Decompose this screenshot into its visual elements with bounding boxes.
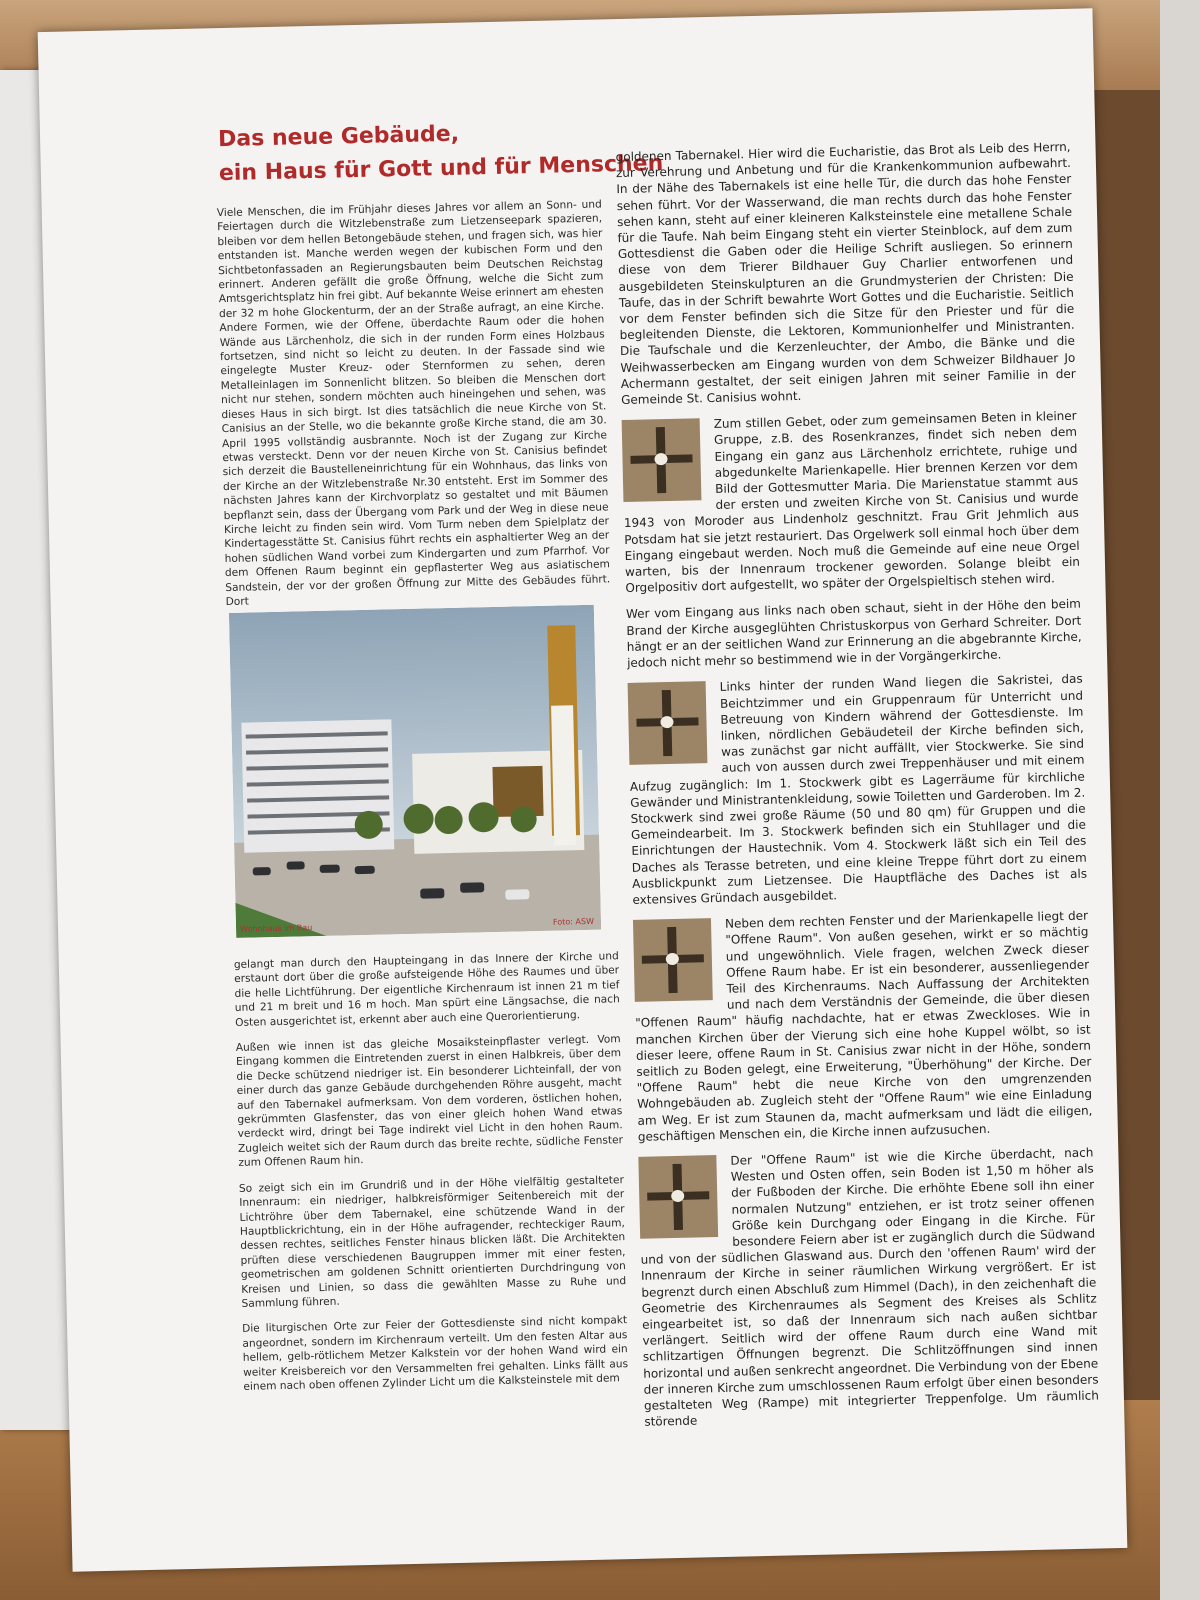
right-paragraph-1: goldenen Tabernakel. Hier wird die Eucharistie, das Brot als Leib des Herrn, zur Verehrung und Anbetung und für die Krankenkommunion aufbewahrt. In der Nähe des Tabernakels ist eine helle Tür, die durch das hohe Fenster sehen führt. Vor der Wasserwand, die man rechts durch das hohe Fenster sehen kann, steht auf einer kleineren Kalksteinstele eine metallene Schale für die Taufe. Nah beim Eingang steht ein vierter Steinblock, auf dem zum Gottesdienst die Gaben oder die Heilige Schrift ausliegen. So erinnern diese von dem Trierer Bildhauer Guy Charlier entworfenen und ausgebildeten Steinskulpturen an die Grundmysterien der Christen: Die Taufe, das in der Schrift bewahrte Wort Gottes und die Eucharistie. Seitlich vor dem Fenster befinden sich die Sitze für den Priester und für die begleitenden Dienste, die Lektoren, Kommunionhelfer und Ministranten. Die Taufschale und die Kerzenleuchter, der Ambo, die Bänke und die Weihwasserbecken am Eingang wurden von dem Schweizer Bildhauer Jo Achermann gestaltet, der seit einigen Jahren mit seiner Familie in der Gemeinde St. Canisius wohnt. bbox=[615, 139, 1076, 408]
right-column bbox=[615, 139, 1099, 1440]
building-illustration bbox=[229, 605, 601, 938]
lower-paragraph-1: gelangt man durch den Haupteingang in das Innere der Kirche und erstaunt dort über die große aufsteigende Höhe des Raumes und über die helle Lichtführung. Der eigentliche Kirchenraum ist innen 21 m tief und 21 m breit und 16 m hoch. Man spürt eine Längsachse, die nach Osten ausgerichtet ist, erkennt aber auch eine Querorientierung. bbox=[233, 950, 620, 1029]
right-paragraph-3: Wer vom Eingang aus links nach oben schaut, sieht in der Höhe den beim Brand der Kirche ausgeglühten Christuskorpus von Gerhard Schreiter. Dort hängt er an der seitlichen Wand zur Erinnerung an die abgebrannte Kirche, jedoch nicht mehr so bestimmend wie in der Vorgängerkirche. bbox=[625, 597, 1082, 671]
lower-paragraph-4: Die liturgischen Orte zur Feier der Gottesdienste sind nicht kompakt angeordnet, sondern im Kirchenraum verteilt. Um den festen Altar aus hellem, gelb-rötlichem Metzer Kalkstein vor der hohen Wand wird ein weiter Kreisbereich vor den Versammelten frei gehalten. Links fällt aus einem nach oben offenen Zylinder Licht um die Kalksteinstele mit dem bbox=[242, 1314, 629, 1393]
adjacent-poster-right bbox=[1160, 0, 1200, 1600]
right-paragraph-5: Neben dem rechten Fenster und der Marienkapelle liegt der "Offene Raum". Von außen gesehen, wirkt er so mächtig und ungewöhnlich. Viele fragen, welchen Zweck dieser Offene Raum habe. Er ist ein besonderer, aussenliegender Teil des Kirchenraums. Nach Auffassung der Architekten und nach dem Verständnis der Gemeinde, die über diesen "Offenen Raum" häufig nachdachte, hat er etwas Zweckloses. Wie in manchen Kirchen über der Vierung sich eine hohe Kuppel wölbt, so ist dieser leere, offene Raum in St. Canisius zwar nicht in der Höhe, sondern seitlich zu Boden gelegt, eine Erweiterung, "Überhöhung" der Kirche. Der "Offene Raum" hebt die neue Kirche von den umgrenzenden Wohngebäuden ab. Zugleich steht der "Offene Raum" wie eine Einladung am Weg. Er ist zum Staunen da, macht aufmerksam und lädt die eiligen, geschäftigen Menschen ein, die Kirche innen aufzusuchen. bbox=[635, 908, 1093, 1144]
photo-credit: Foto: ASW bbox=[552, 916, 595, 927]
cross-image-3 bbox=[633, 918, 713, 1002]
right-paragraph-2: Zum stillen Gebet, oder zum gemeinsamen Beten in kleiner Gruppe, z.B. des Rosenkranzes, findet sich neben dem Eingang ein ganz aus Lärchenholz errichtete, ruhige und abgedunkelte Marienkapelle. Hier brennen Kerzen vor dem Bild der Gottesmutter Maria. Die Marienstatue stammt aus der ersten und zweiten Kirche von St. Canisius und wurde 1943 von Moroder aus Lindenholz geschnitzt. Frau Grit Jehmlich aus Potsdam hat sie jetzt restauriert. Das Orgelwerk soll einmal hoch über dem Eingang eingebaut werden. Noch muß die Gemeinde auf eine neue Orgel warten, bis der Innenraum trockener geworden. Solange bleibt ein Orgelpositiv dort aufgestellt, wo später der Orgelspieltisch stehen wird. bbox=[623, 408, 1081, 596]
lower-paragraph-2: Außen wie innen ist das gleiche Mosaiksteinpflaster verlegt. Vom Eingang kommen die Eintretenden zuerst in einen Halbkreis, über dem die Decke schützend niedriger ist. Ein besonderer Lichteinfall, der von einer durch das ganze Gebäude durchgehenden Röhre ausgeht, macht auf den Tabernakel aufmerksam. Von dem vorderen, östlichen hohen, gekrümmten Glasfenster, das von einer gleich hohen Wand etwas verdeckt wird, dringt bei Tage indirekt viel Licht in den hohen Raum. Zugleich weitet sich der Raum durch das breite rechte, südliche Fenster zum Offenen Raum hin. bbox=[235, 1033, 624, 1170]
title-line-1: Das neue Gebäude, bbox=[217, 121, 460, 153]
left-column-lower bbox=[234, 949, 629, 1405]
intro-paragraph: Viele Menschen, die im Frühjahr dieses Jahres vor allem an Sonn- und Feiertagen durch die Witzlebenstraße zum Lietzenseepark spazieren, bleiben vor dem hellen Betongebäude stehen, und fragen sich, was hier entstanden ist. Manche werden wegen der kubischen Form und den Sichtbetonfassaden an Regierungsbauten beim Deutschen Reichstag erinnert. Anderen gefällt die große Öffnung, welche die Sicht zum Amtsgerichtsplatz hin frei gibt. Auf bekannte Weise erinnert am ehesten der 32 m hohe Glockenturm, der an der Straße aufragt, an eine Kirche. Andere Formen, wie der Offene, überdachte Raum oder die hohen Wände aus Lärchenholz, die sich in der runden Form eines Holzbaus fortsetzen, sind nicht so leicht zu deuten. In der Fassade sind wie eingelegte Muster Kreuz- oder Sternformen zu sehen, deren Metalleinlagen im Sonnenlicht blitzen. So bleiben die Menschen dort nicht nur stehen, sondern möchten auch hineingehen und sehen, was dieses Haus in sich birgt. Ist dies tatsächlich die neue Kirche von St. Canisius an der Stelle, wo die bekannte große Kirche stand, die am 30. April 1995 vollständig ausbrannte. Noch ist der Zugang zur Kirche etwas versteckt. Denn vor der neuen Kirche von St. Canisius befindet sich derzeit die Baustelleneinrichtung für ein Wohnhaus, das links von der Kirche an der Witzlebenstraße Nr.30 entsteht. Erst im Sommer des nächsten Jahres kann der Kirchvorplatz so gestaltet und mit Bäumen bepflanzt sein, dass der Übergang vom Park und der Weg in diese neue Kirche leicht zu finden sein wird. Vom Turm neben dem Spielplatz der Kindertagesstätte St. Canisius führt rechts ein asphaltierter Weg an der hohen südlichen Wand vorbei zum Kindergarten und zum Pfarrhof. Vor dem Offenen Raum beginnt ein gepflasterter Weg aus asiatischem Sandstein, der vor der großen Öffnung zur Mitte des Gebäudes führt. Dort bbox=[216, 198, 611, 609]
left-column-intro bbox=[217, 197, 611, 618]
right-paragraph-6: Der "Offene Raum" ist wie die Kirche überdacht, nach Westen und Osten offen, sein Boden ist 1,50 m höher als der Fußboden der Kirche. Die erhöhte Ebene soll ihn einer normalen Nutzung" entziehen, er ist trotz seiner offenen Größe kein Durchgang oder Eingang in die Kirche. Für besondere Feiern aber ist er zugänglich durch die Südwand und von der südlichen Glaswand aus. Durch den 'offenen Raum' wird der Innenraum der Kirche in seiner räumlichen Wirkung vergrößert. Er ist begrenzt durch einen Abschluß zum Himmel (Dach), in den zeichenhaft die Geometrie des Kirchenraumes als Segment des Kreises als Schlitz eingearbeitet ist, so daß der Innenraum sich nach außen sichtbar verlängert. Seitlich wird der offene Raum durch eine Wand mit schlitzartigen Öffnungen begrenzt. Die Schlitzöffnungen sind innen horizontal und außen senkrecht angeordnet. Die Verbindung von der Ebene der inneren Kirche zum umschlossenen Raum erfolgt über einen besonders gestalteten Weg (Rampe) mit integrierter Treppenfolge. Um räumlich störende bbox=[640, 1145, 1100, 1429]
cross-image-2 bbox=[628, 681, 708, 765]
lower-paragraph-3: So zeigt sich ein im Grundriß und in der Höhe vielfältig gestalteter Innenraum: ein niedriger, halbkreisförmiger Seitenbereich mit der Lichtröhre über dem Tabernakel, eine schützende Wand in der Hauptblickrichtung, ein in der Höhe aufragender, rechteckiger Raum, dessen rechtes, seitliches Fenster hinaus blicken läßt. Die Architekten prüften diese verschiedenen Baugruppen immer mit einer festen, geometrischen am goldenen Schnitt orientierten Durchdringung von Kreisen und Linien, so dass die gewählten Masse zu Ruhe und Sammlung führen. bbox=[238, 1173, 627, 1310]
building-photo bbox=[229, 605, 601, 938]
cross-image-1 bbox=[622, 418, 702, 502]
poster-sheet bbox=[38, 8, 1128, 1572]
title-line-2: ein Haus für Gott und für Menschen bbox=[218, 151, 664, 187]
photo-caption: Wohnhaus im Bau bbox=[239, 923, 313, 934]
right-paragraph-4: Links hinter der runden Wand liegen die Sakristei, das Beichtzimmer und ein Gruppenraum für Unterricht und Betreuung von Kindern während der Gottesdienste. Im linken, nördlichen Gebäudeteil der Kirche befinden sich, was zunächst gar nicht auffällt, vier Stockwerke. Sie sind auch von aussen durch zwei Treppenhäuser und mit einem Aufzug zugänglich: Im 1. Stockwerk gibt es Lagerräume für kirchliche Gewänder und Ministrantenkleidung, sowie Toiletten und Garderoben. Im 2. Stockwerk sind zwei große Räume (50 und 80 qm) für Gruppen und die Gemeindearbeit. Im 3. Stockwerk befinden sich ein Stuhllager und die Einrichtungen der Haustechnik. Vom 4. Stockwerk läßt sich ein Teil des Daches als Terasse betreten, und eine kleine Treppe führt dort zu einem Ausblickpunkt zum Lietzensee. Die Hauptfläche des Daches ist als extensives Gründach ausgebildet. bbox=[629, 671, 1088, 907]
cross-image-4 bbox=[638, 1155, 718, 1239]
